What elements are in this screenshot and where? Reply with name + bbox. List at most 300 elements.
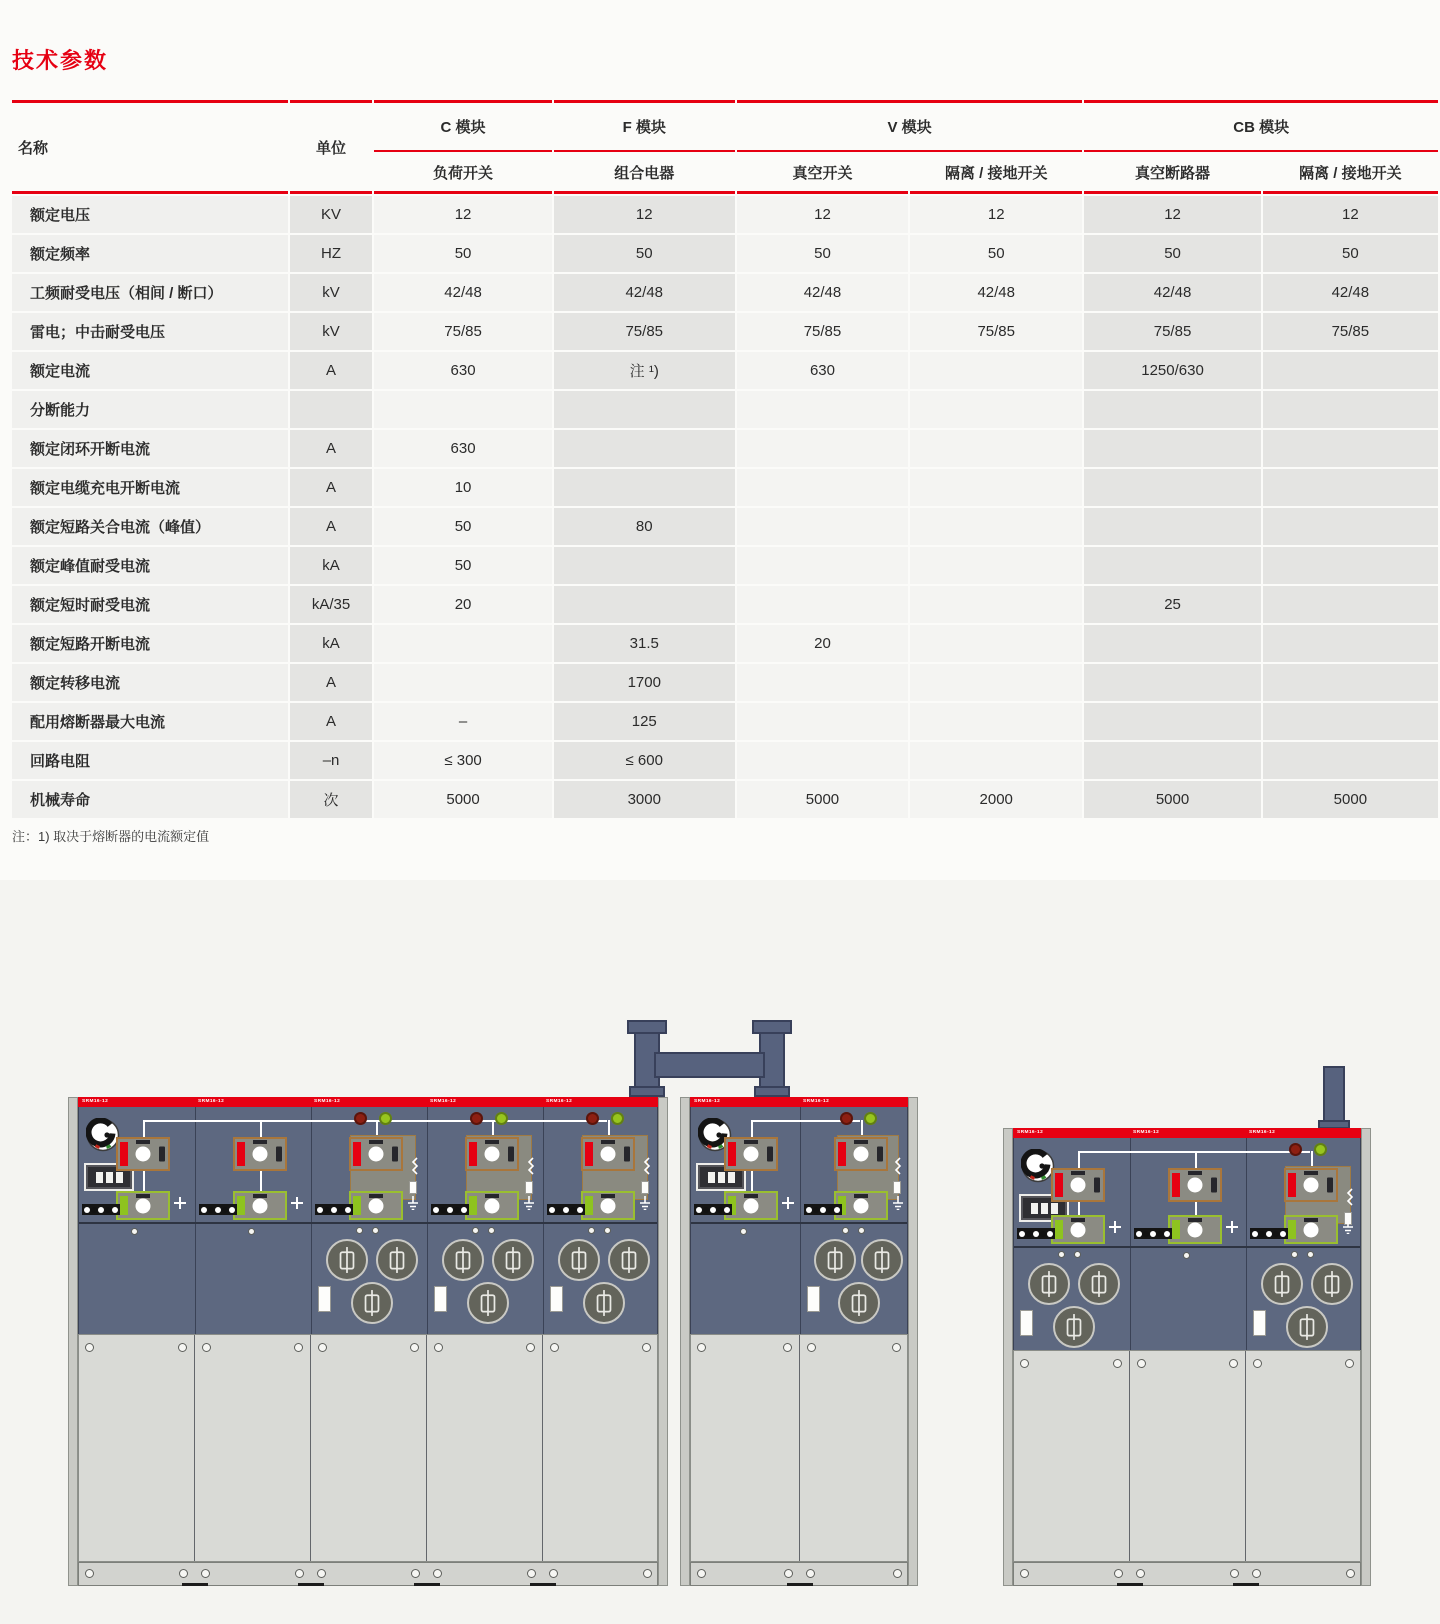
row-value <box>1263 547 1438 584</box>
row-name: 额定电压 <box>12 196 288 233</box>
table-row <box>12 235 1438 272</box>
row-value: 42/48 <box>1084 274 1260 311</box>
cabinet-door <box>1129 1350 1245 1562</box>
screw-icon <box>434 1343 443 1352</box>
panel-mimic-area <box>312 1107 427 1222</box>
panel-mimic-area <box>428 1107 543 1222</box>
switch-handle-icon <box>877 1147 883 1162</box>
col-subheader-1-0: 组合电器 <box>554 154 735 194</box>
panel-mimic-area <box>691 1107 800 1222</box>
row-value: 31.5 <box>554 625 735 662</box>
screw-icon <box>697 1569 706 1578</box>
indicator-dot-icon <box>345 1207 351 1213</box>
cabinet-door <box>78 1334 194 1562</box>
screw-icon <box>1307 1251 1314 1258</box>
row-name: 回路电阻 <box>12 742 288 779</box>
switch-tag-red <box>1288 1173 1296 1197</box>
table-row <box>12 586 1438 623</box>
operation-knob-icon <box>854 1147 869 1162</box>
switch-contact-icon <box>744 1140 758 1144</box>
earthing-switch-symbol <box>349 1191 403 1220</box>
row-value: – <box>374 703 551 740</box>
screw-icon <box>549 1569 558 1578</box>
row-value <box>554 469 735 506</box>
row-value: 75/85 <box>1084 313 1260 350</box>
row-value: 50 <box>1263 235 1438 272</box>
fuse-bushing-icon <box>1078 1263 1120 1305</box>
table-row <box>12 352 1438 389</box>
indicator-lamp-red-icon <box>840 1112 853 1125</box>
screw-icon <box>1074 1251 1081 1258</box>
row-value: 3000 <box>554 781 735 818</box>
col-subheader-3-0: 真空断路器 <box>1084 154 1260 194</box>
row-value <box>1084 703 1260 740</box>
operation-knob-icon <box>253 1147 268 1162</box>
fuse-bushing-icon <box>1261 1263 1303 1305</box>
brand-logo-icon <box>86 1118 120 1152</box>
fuse-bushing-icon <box>558 1239 600 1281</box>
fuse-bushing-icon <box>814 1239 856 1281</box>
switch-tag-red <box>469 1142 477 1166</box>
indicator-dot-icon <box>331 1207 337 1213</box>
indicator-dot-icon <box>570 1207 576 1213</box>
screw-icon <box>488 1227 495 1234</box>
body-section-divider <box>79 1222 657 1224</box>
switch-tag-red <box>1055 1173 1063 1197</box>
row-value <box>1263 664 1438 701</box>
col-group-0: C 模块 <box>374 100 551 152</box>
row-name: 工频耐受电压（相间 / 断口） <box>12 274 288 311</box>
operation-knob-icon <box>1071 1178 1086 1193</box>
cabinet-body <box>1013 1138 1361 1350</box>
row-unit: A <box>290 508 373 545</box>
earthing-switch-symbol <box>116 1191 170 1220</box>
load-switch-symbol <box>1051 1168 1105 1202</box>
row-value: 630 <box>374 430 551 467</box>
row-unit: HZ <box>290 235 373 272</box>
cabinet-model-label: SRM16-12 <box>430 1098 457 1104</box>
switch-contact-icon <box>253 1140 267 1144</box>
plus-symbol-icon <box>174 1196 186 1210</box>
cabinet-doors <box>1013 1350 1361 1562</box>
screw-icon <box>783 1343 792 1352</box>
switch-handle-icon <box>508 1147 514 1162</box>
row-value: ≤ 300 <box>374 742 551 779</box>
cabinet-base-rail <box>1013 1562 1361 1586</box>
fuse-bushing-icon <box>467 1282 509 1324</box>
switch-tag-green <box>237 1196 245 1215</box>
row-value: 12 <box>554 196 735 233</box>
row-value: 50 <box>554 235 735 272</box>
screw-icon <box>356 1227 363 1234</box>
cable-handle <box>550 1286 563 1312</box>
row-value <box>554 391 735 428</box>
row-unit: A <box>290 430 373 467</box>
base-foot <box>1117 1583 1143 1586</box>
row-name: 分断能力 <box>12 391 288 428</box>
screw-icon <box>1345 1359 1354 1368</box>
indicator-dot-icon <box>84 1207 90 1213</box>
row-value: 12 <box>374 196 551 233</box>
row-value: 1250/630 <box>1084 352 1260 389</box>
table-row <box>12 703 1438 740</box>
col-subheader-2-1: 隔离 / 接地开关 <box>910 154 1082 194</box>
row-value: 50 <box>374 547 551 584</box>
row-value: 5000 <box>1084 781 1260 818</box>
row-unit: 次 <box>290 781 373 818</box>
indicator-dot-icon <box>577 1207 583 1213</box>
row-value <box>910 391 1082 428</box>
voltage-indicator-strip <box>431 1204 469 1215</box>
indicator-lamp-green-icon <box>864 1112 877 1125</box>
switch-contact-icon <box>1071 1171 1085 1175</box>
cabinet-panel-B <box>1130 1138 1246 1350</box>
cabinet-door <box>1013 1350 1129 1562</box>
row-value <box>1084 742 1260 779</box>
screw-icon <box>1229 1359 1238 1368</box>
table-row <box>12 547 1438 584</box>
row-value <box>910 430 1082 467</box>
indicator-lamp-red-icon <box>586 1112 599 1125</box>
fuse-bushing-icon <box>861 1239 903 1281</box>
plus-symbol-icon <box>782 1196 794 1210</box>
switch-handle-icon <box>276 1147 282 1162</box>
col-subheader-2-0: 真空开关 <box>737 154 908 194</box>
row-value <box>1084 469 1260 506</box>
voltage-indicator-strip <box>1250 1228 1288 1239</box>
indicator-dot-icon <box>696 1207 702 1213</box>
operation-knob-icon <box>1304 1178 1319 1193</box>
screw-icon <box>472 1227 479 1234</box>
switch-tag-red <box>353 1142 361 1166</box>
panel-cable-area <box>1131 1246 1246 1350</box>
indicator-dot-icon <box>1143 1231 1149 1237</box>
cabinet-panel-C <box>311 1107 427 1334</box>
row-value <box>1263 469 1438 506</box>
indicator-dot-icon <box>229 1207 235 1213</box>
voltage-indicator-strip <box>547 1204 585 1215</box>
screw-icon <box>1346 1569 1355 1578</box>
screw-icon <box>248 1228 255 1235</box>
row-unit: A <box>290 703 373 740</box>
page-title: 技术参数 <box>12 48 109 73</box>
screw-icon <box>1291 1251 1298 1258</box>
row-value: 20 <box>374 586 551 623</box>
screw-icon <box>1230 1569 1239 1578</box>
row-value: 12 <box>1263 196 1438 233</box>
switch-contact-icon <box>1304 1171 1318 1175</box>
row-value: 42/48 <box>1263 274 1438 311</box>
row-unit <box>290 391 373 428</box>
left-assembly-inner <box>78 1097 658 1586</box>
table-row <box>12 664 1438 701</box>
cabinet-model-label: SRM16-12 <box>546 1098 573 1104</box>
voltage-indicator-strip <box>82 1204 120 1215</box>
row-name: 额定峰值耐受电流 <box>12 547 288 584</box>
indicator-dot-icon <box>447 1207 453 1213</box>
operation-knob-icon <box>369 1147 384 1162</box>
row-value <box>1263 352 1438 389</box>
cabinet-model-label: SRM16-12 <box>1017 1129 1044 1135</box>
indicator-lamp-red-icon <box>354 1112 367 1125</box>
cabinet-door <box>426 1334 542 1562</box>
cabinet-side-wall <box>680 1097 690 1586</box>
cabinet-door <box>194 1334 310 1562</box>
fuse-squiggle-icon <box>643 1157 651 1175</box>
operation-knob-icon <box>744 1198 759 1213</box>
col-subheader-3-1: 隔离 / 接地开关 <box>1263 154 1438 194</box>
cabinet-body <box>690 1107 908 1334</box>
screw-icon <box>858 1227 865 1234</box>
screw-icon <box>1253 1359 1262 1368</box>
panel-mimic-area <box>801 1107 909 1222</box>
cabinet-panel-C <box>1246 1138 1362 1350</box>
cabinet-model-label: SRM16-12 <box>198 1098 225 1104</box>
screw-icon <box>317 1569 326 1578</box>
indicator-dot-icon <box>201 1207 207 1213</box>
indicator-dot-icon <box>215 1207 221 1213</box>
row-unit: A <box>290 469 373 506</box>
switch-tag-green <box>1055 1220 1063 1239</box>
switch-tag-red <box>1172 1173 1180 1197</box>
row-value <box>737 547 908 584</box>
row-value <box>554 430 735 467</box>
cabinet-panel-C <box>800 1107 909 1334</box>
screw-icon <box>1136 1569 1145 1578</box>
indicator-dot-icon <box>317 1207 323 1213</box>
voltage-indicator-strip <box>199 1204 237 1215</box>
indicator-dot-icon <box>338 1207 344 1213</box>
body-section-divider <box>1014 1246 1360 1248</box>
switch-handle-icon <box>1094 1178 1100 1193</box>
operation-knob-icon <box>1188 1178 1203 1193</box>
panel-cable-area <box>196 1222 311 1334</box>
ground-symbol-icon <box>1342 1220 1354 1234</box>
switch-tag-red <box>838 1142 846 1166</box>
base-foot <box>298 1583 324 1586</box>
switch-tag-red <box>237 1142 245 1166</box>
load-switch-symbol <box>465 1137 519 1171</box>
screw-icon <box>411 1569 420 1578</box>
table-row <box>12 313 1438 350</box>
cabinet-door <box>690 1334 799 1562</box>
header-module-row <box>12 100 1438 152</box>
col-group-2: V 模块 <box>737 100 1083 152</box>
screw-icon <box>892 1343 901 1352</box>
cable-handle <box>434 1286 447 1312</box>
spec-table <box>10 98 1440 820</box>
row-name: 机械寿命 <box>12 781 288 818</box>
fuse-bushing-icon <box>608 1239 650 1281</box>
switch-handle-icon <box>392 1147 398 1162</box>
row-name: 配用熔断器最大电流 <box>12 703 288 740</box>
cabinet-top-strip <box>690 1097 908 1107</box>
cabinet-side-wall <box>1361 1128 1371 1586</box>
row-value: ≤ 600 <box>554 742 735 779</box>
row-value <box>737 742 908 779</box>
indicator-lamp-green-icon <box>611 1112 624 1125</box>
screw-icon <box>842 1227 849 1234</box>
indicator-dot-icon <box>1040 1231 1046 1237</box>
row-value <box>1263 430 1438 467</box>
screw-icon <box>294 1343 303 1352</box>
table-row <box>12 781 1438 818</box>
load-switch-symbol <box>1168 1168 1222 1202</box>
switch-tag-red <box>728 1142 736 1166</box>
screw-icon <box>1252 1569 1261 1578</box>
cable-handle <box>318 1286 331 1312</box>
voltage-indicator-strip <box>694 1204 732 1215</box>
indicator-dot-icon <box>112 1207 118 1213</box>
panel-cable-area <box>428 1222 543 1334</box>
table-row <box>12 625 1438 662</box>
indicator-dot-icon <box>461 1207 467 1213</box>
voltage-indicator-strip <box>1017 1228 1055 1239</box>
table-row <box>12 742 1438 779</box>
indicator-dot-icon <box>222 1207 228 1213</box>
row-value: 5000 <box>1263 781 1438 818</box>
cabinet-model-label: SRM16-12 <box>82 1098 109 1104</box>
fuse-bushing-icon <box>1028 1263 1070 1305</box>
cabinet-top-strip <box>78 1097 658 1107</box>
switch-contact-icon <box>854 1140 868 1144</box>
earthing-switch-symbol <box>581 1191 635 1220</box>
row-unit: A <box>290 352 373 389</box>
row-value: 75/85 <box>737 313 908 350</box>
cabinet-model-label: SRM16-12 <box>314 1098 341 1104</box>
cabinet-panel-C <box>543 1107 659 1334</box>
row-value: 80 <box>554 508 735 545</box>
base-foot <box>1233 1583 1259 1586</box>
earthing-switch-symbol <box>465 1191 519 1220</box>
row-value <box>910 742 1082 779</box>
row-name: 雷电；中击耐受电压 <box>12 313 288 350</box>
row-name: 额定转移电流 <box>12 664 288 701</box>
switch-tag-green <box>1172 1220 1180 1239</box>
screw-icon <box>1058 1251 1065 1258</box>
mimic-busbar-line <box>143 1120 607 1122</box>
row-name: 额定短路开断电流 <box>12 625 288 662</box>
fuse-bushing-icon <box>583 1282 625 1324</box>
right-assembly <box>1003 1128 1371 1586</box>
footnote: 注：1) 取决于熔断器的电流额定值 <box>12 829 210 844</box>
switch-tag-red <box>585 1142 593 1166</box>
indicator-dot-icon <box>91 1207 97 1213</box>
operation-knob-icon <box>601 1198 616 1213</box>
body-section-divider <box>691 1222 907 1224</box>
operation-knob-icon <box>136 1147 151 1162</box>
row-value <box>737 469 908 506</box>
col-group-1: F 模块 <box>554 100 735 152</box>
mimic-busbar-line <box>1078 1151 1310 1153</box>
cabinet-panel-A <box>691 1107 800 1334</box>
ground-symbol-icon <box>639 1196 651 1210</box>
panel-cable-area <box>544 1222 659 1334</box>
cabinet-body <box>78 1107 658 1334</box>
table-row <box>12 274 1438 311</box>
left-assembly <box>68 1097 668 1586</box>
row-value: 630 <box>374 352 551 389</box>
table-row <box>12 196 1438 233</box>
indicator-dot-icon <box>1157 1231 1163 1237</box>
panel-mimic-area <box>1131 1138 1246 1246</box>
switch-handle-icon <box>159 1147 165 1162</box>
cabinet-base-rail <box>78 1562 658 1586</box>
busbar-bridge-right-base <box>754 1086 790 1097</box>
indicator-dot-icon <box>1252 1231 1258 1237</box>
row-value: 2000 <box>910 781 1082 818</box>
screw-icon <box>1137 1359 1146 1368</box>
fuse-bushing-icon <box>376 1239 418 1281</box>
row-value <box>1084 664 1260 701</box>
cabinet-door <box>799 1334 908 1562</box>
cabinet-side-wall <box>658 1097 668 1586</box>
row-value <box>910 508 1082 545</box>
indicator-dot-icon <box>813 1207 819 1213</box>
row-value <box>554 586 735 623</box>
indicator-dot-icon <box>1280 1231 1286 1237</box>
panel-mimic-area <box>79 1107 195 1222</box>
row-value <box>737 664 908 701</box>
row-value <box>910 625 1082 662</box>
cabinet-side-wall <box>908 1097 918 1586</box>
voltage-indicator-strip <box>804 1204 842 1215</box>
voltage-indicator-strip <box>315 1204 353 1215</box>
fuse-bushing-icon <box>1311 1263 1353 1305</box>
roof-duct <box>1323 1066 1345 1128</box>
table-row <box>12 391 1438 428</box>
screw-icon <box>1020 1359 1029 1368</box>
row-value: 50 <box>374 235 551 272</box>
compartment-window <box>893 1181 901 1194</box>
row-value <box>910 664 1082 701</box>
cabinet-door <box>542 1334 658 1562</box>
screw-icon <box>527 1569 536 1578</box>
screw-icon <box>131 1228 138 1235</box>
screw-icon <box>893 1569 902 1578</box>
operation-knob-icon <box>253 1198 268 1213</box>
row-value: 5000 <box>374 781 551 818</box>
ground-symbol-icon <box>407 1196 419 1210</box>
switch-handle-icon <box>1327 1178 1333 1193</box>
indicator-dot-icon <box>717 1207 723 1213</box>
panel-mimic-area <box>196 1107 311 1222</box>
indicator-dot-icon <box>1266 1231 1272 1237</box>
row-value: 42/48 <box>737 274 908 311</box>
row-value: 125 <box>554 703 735 740</box>
switchgear-illustration <box>0 880 1440 1624</box>
row-value: 50 <box>737 235 908 272</box>
earthing-switch-symbol <box>834 1191 888 1220</box>
table-row <box>12 508 1438 545</box>
indicator-lamp-red-icon <box>470 1112 483 1125</box>
row-unit: kA/35 <box>290 586 373 623</box>
table-row <box>12 430 1438 467</box>
screw-icon <box>410 1343 419 1352</box>
load-switch-symbol <box>116 1137 170 1171</box>
operation-knob-icon <box>136 1198 151 1213</box>
indicator-dot-icon <box>440 1207 446 1213</box>
row-value <box>1263 508 1438 545</box>
screw-icon <box>806 1569 815 1578</box>
col-subheader-0-0: 负荷开关 <box>374 154 551 194</box>
earthing-switch-symbol <box>1051 1215 1105 1244</box>
operation-knob-icon <box>485 1198 500 1213</box>
base-foot <box>182 1583 208 1586</box>
switch-handle-icon <box>624 1147 630 1162</box>
operation-knob-icon <box>1188 1222 1203 1237</box>
fuse-bushing-icon <box>351 1282 393 1324</box>
